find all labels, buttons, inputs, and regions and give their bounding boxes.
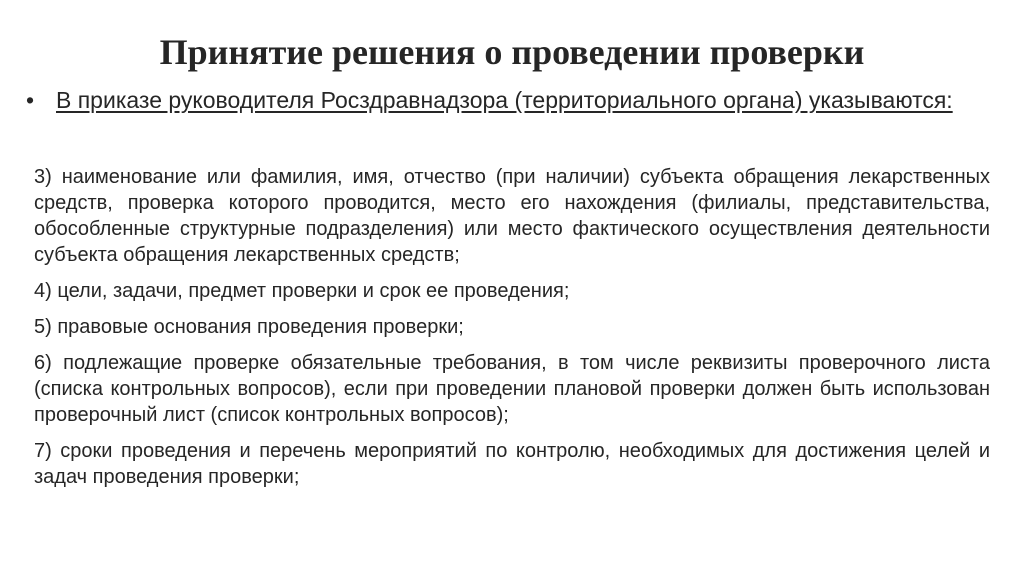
bullet-marker: • bbox=[26, 87, 35, 113]
bullet-point bbox=[26, 87, 990, 114]
bullet-text: В приказе руководителя Росздравнадзора (территориального органа) указываются: bbox=[56, 87, 953, 113]
list-item: 3) наименование или фамилия, имя, отчество (при наличии) субъекта обращения лекарственных средств, проверка которого проводится, место его нахождения (филиалы, представительства, обособленные структурные подразделения) или место фактического осуществления деятельности субъекта обращения лекарственных средств; bbox=[34, 166, 990, 266]
list-item: 6) подлежащие проверке обязательные требования, в том числе реквизиты проверочного листа (списка контрольных вопросов), если при проведении плановой проверки должен быть использован проверочный лист (список контрольных вопросов); bbox=[34, 352, 990, 426]
list-item: 7) сроки проведения и перечень мероприятий по контролю, необходимых для достижения целей и задач проведения проверки; bbox=[34, 440, 990, 488]
slide-title: Принятие решения о проведении проверки bbox=[159, 32, 865, 72]
list-item: 4) цели, задачи, предмет проверки и срок ее проведения; bbox=[34, 280, 570, 302]
list-item: 5) правовые основания проведения проверки; bbox=[34, 316, 464, 338]
item-list bbox=[34, 164, 990, 500]
